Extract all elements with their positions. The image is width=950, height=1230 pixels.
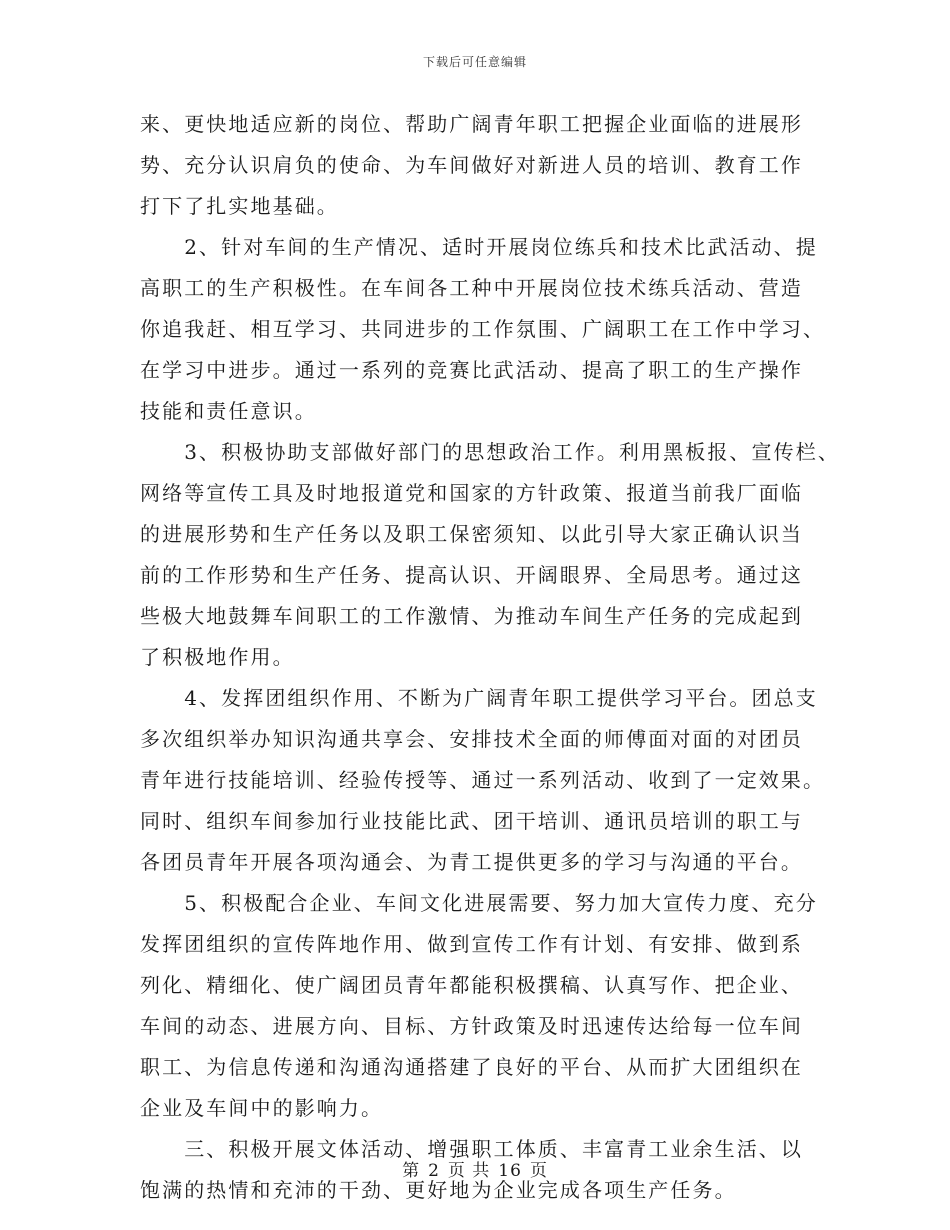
text-line: 你追我赶、相互学习、共同进步的工作氛围、广阔职工在工作中学习、 — [140, 317, 826, 341]
text-line: 三、积极开展文体活动、增强职工体质、丰富青工业余生活、以 — [140, 1137, 803, 1161]
page-header: 下载后可任意编辑 — [422, 55, 527, 69]
text-line: 势、充分认识肩负的使命、为车间做好对新进人员的培训、教育工作 — [140, 153, 803, 177]
text-line: 2、针对车间的生产情况、适时开展岗位练兵和技术比武活动、提 — [140, 235, 818, 259]
text-line: 高职工的生产积极性。在车间各工种中开展岗位技术练兵活动、营造 — [140, 276, 803, 300]
text-line: 各团员青年开展各项沟通会、为青工提供更多的学习与沟通的平台。 — [140, 850, 803, 874]
text-line: 车间的动态、进展方向、目标、方针政策及时迅速传达给每一位车间 — [140, 1014, 803, 1038]
text-line: 青年进行技能培训、经验传授等、通过一系列活动、收到了一定效果。 — [140, 768, 826, 792]
text-line: 打下了扎实地基础。 — [140, 194, 339, 218]
text-line: 5、积极配合企业、车间文化进展需要、努力加大宣传力度、充分 — [140, 891, 818, 915]
footer-current-page: 2 — [428, 1161, 440, 1181]
footer-prefix: 第 — [402, 1161, 421, 1181]
text-line: 饱满的热情和充沛的干劲、更好地为企业完成各项生产任务。 — [140, 1178, 737, 1202]
text-line: 前的工作形势和生产任务、提高认识、开阔眼界、全局思考。通过这 — [140, 563, 803, 587]
text-line: 发挥团组织的宣传阵地作用、做到宣传工作有计划、有安排、做到系 — [140, 932, 803, 956]
text-line: 的进展形势和生产任务以及职工保密须知、以此引导大家正确认识当 — [140, 522, 803, 546]
text-line: 4、发挥团组织作用、不断为广阔青年职工提供学习平台。团总支 — [140, 686, 818, 710]
footer-middle: 页 共 — [447, 1161, 491, 1181]
text-line: 3、积极协助支部做好部门的思想政治工作。利用黑板报、宣传栏、 — [140, 440, 840, 464]
footer-total-pages: 16 — [498, 1161, 522, 1181]
text-line: 在学习中进步。通过一系列的竞赛比武活动、提高了职工的生产操作 — [140, 358, 803, 382]
text-line: 技能和责任意识。 — [140, 399, 317, 423]
text-line: 来、更快地适应新的岗位、帮助广阔青年职工把握企业面临的进展形 — [140, 112, 803, 136]
text-line: 了积极地作用。 — [140, 645, 295, 669]
text-line: 职工、为信息传递和沟通沟通搭建了良好的平台、从而扩大团组织在 — [140, 1055, 803, 1079]
text-line: 些极大地鼓舞车间职工的工作激情、为推动车间生产任务的完成起到 — [140, 604, 803, 628]
text-line: 网络等宣传工具及时地报道党和国家的方针政策、报道当前我厂面临 — [140, 481, 803, 505]
document-body — [140, 104, 840, 1211]
text-line: 同时、组织车间参加行业技能比武、团干培训、通讯员培训的职工与 — [140, 809, 803, 833]
text-line: 列化、精细化、使广阔团员青年都能积极撰稿、认真写作、把企业、 — [140, 973, 803, 997]
footer-suffix: 页 — [529, 1161, 548, 1181]
text-line: 企业及车间中的影响力。 — [140, 1096, 384, 1120]
page-footer — [0, 1156, 950, 1181]
text-line: 多次组织举办知识沟通共享会、安排技术全面的师傅面对面的对团员 — [140, 727, 803, 751]
